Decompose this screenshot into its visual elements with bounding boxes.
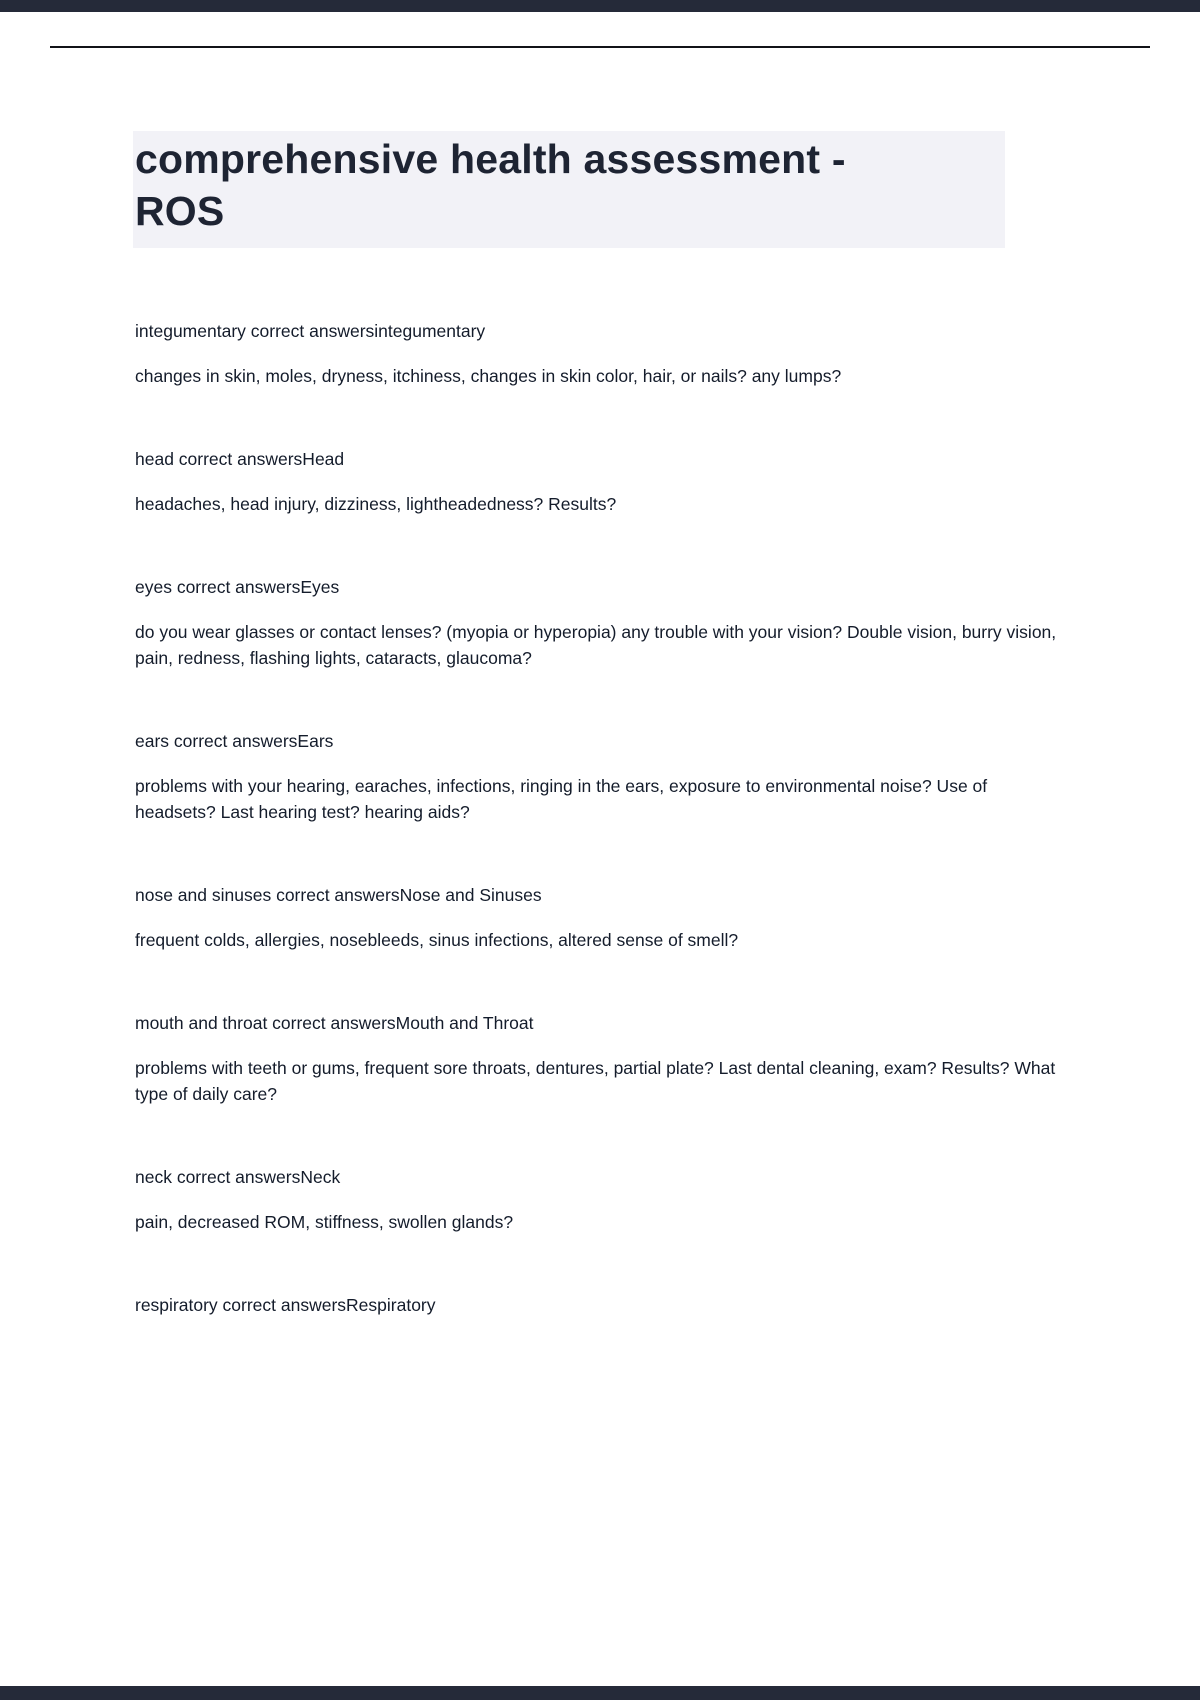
document-body [135,318,1070,1375]
title-highlight-block [133,131,1005,248]
qa-detail: headaches, head injury, dizziness, lightheadedness? Results? [135,494,617,514]
qa-block-integumentary [135,318,1070,389]
qa-prompt: integumentary correct answersintegumentary [135,321,486,341]
qa-prompt: nose and sinuses correct answersNose and Sinuses [135,885,542,905]
qa-detail: frequent colds, allergies, nosebleeds, sinus infections, altered sense of smell? [135,930,739,950]
qa-block-respiratory [135,1292,1070,1318]
qa-detail: do you wear glasses or contact lenses? (myopia or hyperopia) any trouble with your vision? Double vision, burry vision, pain, redness, flashing lights, cataracts, glaucoma? [135,622,1057,668]
qa-prompt: ears correct answersEars [135,731,334,751]
page-title-line-1: comprehensive health assessment - [135,136,846,182]
qa-detail: problems with your hearing, earaches, infections, ringing in the ears, exposure to environmental noise? Use of headsets? Last hearing test? hearing aids? [135,776,988,822]
page-title-line-2: ROS [135,188,225,235]
page-title [135,133,1005,238]
qa-prompt: eyes correct answersEyes [135,577,340,597]
header-divider [50,46,1150,48]
top-edge-bar [0,0,1200,12]
qa-detail: pain, decreased ROM, stiffness, swollen glands? [135,1212,514,1232]
qa-prompt: respiratory correct answersRespiratory [135,1295,436,1315]
qa-prompt: mouth and throat correct answersMouth and Throat [135,1013,534,1033]
bottom-edge-bar [0,1686,1200,1700]
qa-block-head [135,446,1070,517]
qa-block-mouth-throat [135,1010,1070,1107]
qa-detail: changes in skin, moles, dryness, itchiness, changes in skin color, hair, or nails? any lumps? [135,366,842,386]
qa-prompt: neck correct answersNeck [135,1167,341,1187]
qa-block-ears [135,728,1070,825]
qa-detail: problems with teeth or gums, frequent sore throats, dentures, partial plate? Last dental cleaning, exam? Results? What type of daily care? [135,1058,1056,1104]
qa-prompt: head correct answersHead [135,449,345,469]
qa-block-neck [135,1164,1070,1235]
qa-block-eyes [135,574,1070,671]
qa-block-nose-sinuses [135,882,1070,953]
